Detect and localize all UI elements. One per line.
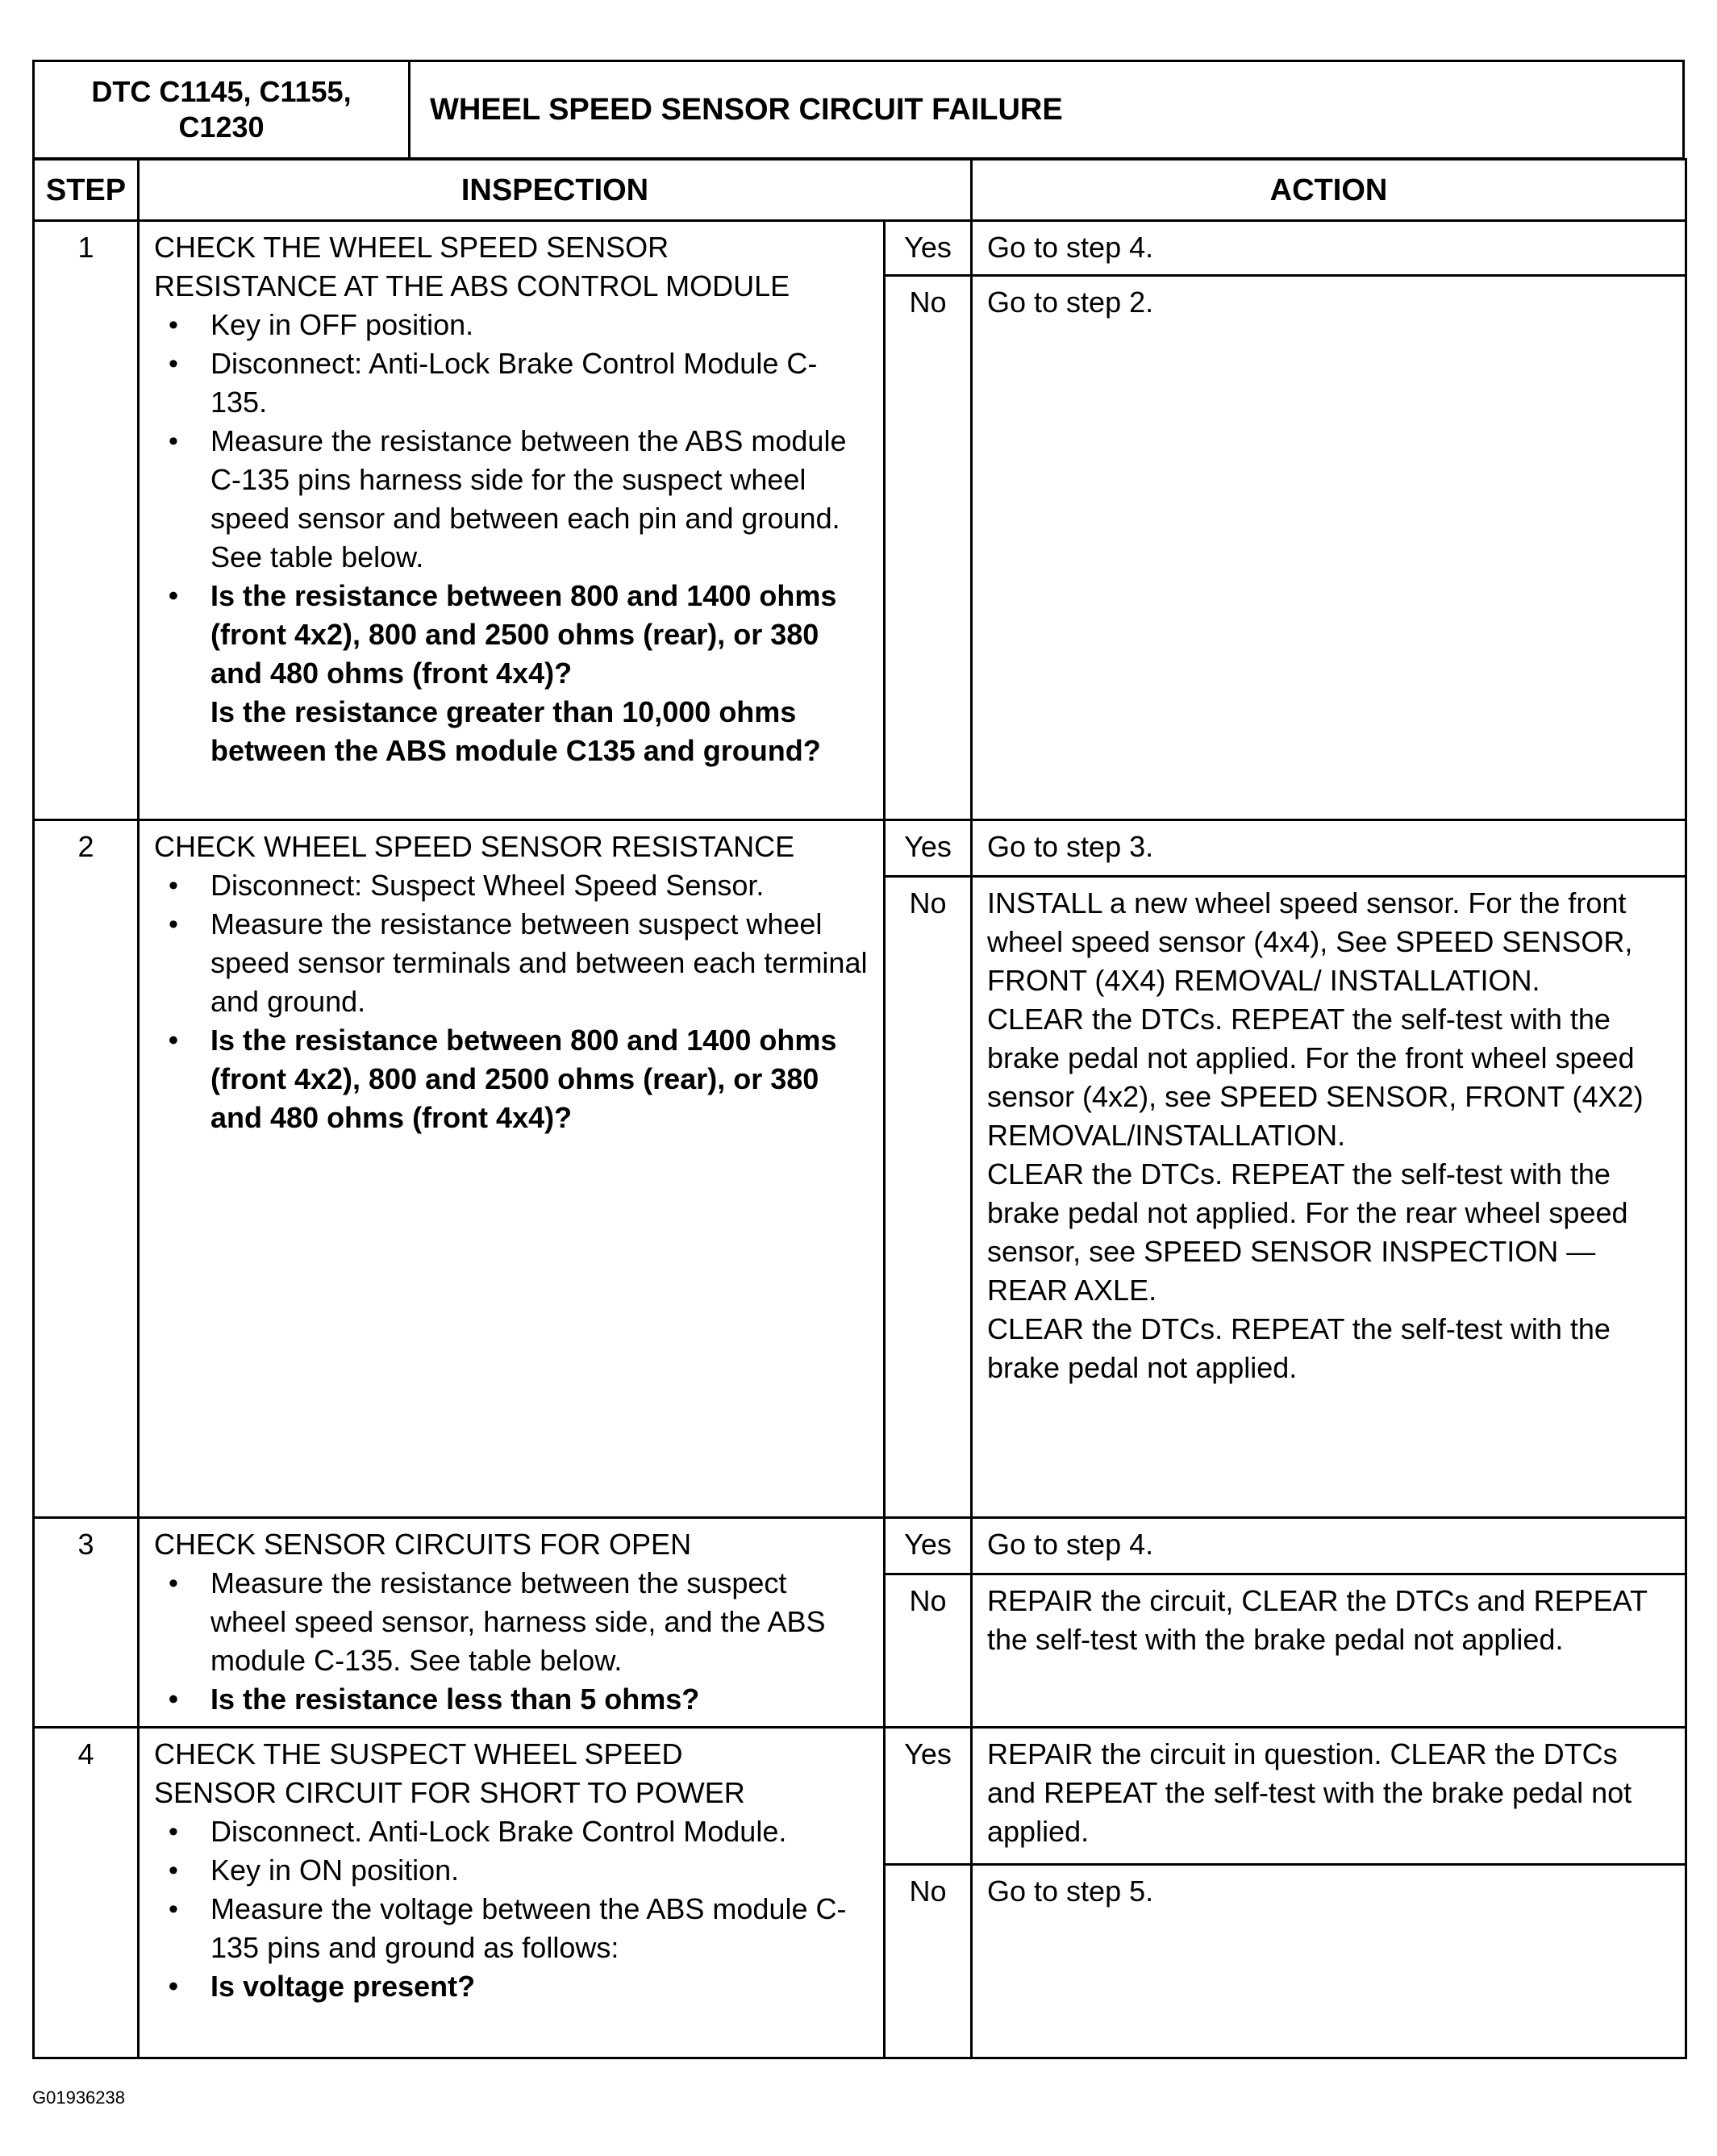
step-number: 3 (34, 1518, 139, 1728)
step-bullet: • Measure the resistance between the ABS module C-135 pins harness side for the suspect wheel speed sensor and between each pin and ground. See table below. (210, 422, 869, 577)
yes-action: Go to step 3. (972, 820, 1686, 877)
column-header-action: ACTION (972, 160, 1686, 221)
step-question-2: Is the resistance greater than 10,000 ohms between the ABS module C135 and ground? (210, 695, 821, 767)
step-bullet: • Disconnect: Suspect Wheel Speed Sensor. (210, 866, 869, 905)
no-action-paragraph: INSTALL a new wheel speed sensor. For the front wheel speed sensor (4x4), See SPEED SENSOR, FRONT (4X4) REMOVAL/ INSTALLATION. (987, 886, 1633, 997)
step-bullet: • Disconnect. Anti-Lock Brake Control Module. (210, 1812, 869, 1851)
no-action: REPAIR the circuit, CLEAR the DTCs and REPEAT the self-test with the brake pedal not applied. (972, 1574, 1686, 1728)
step-heading-line2: SENSOR CIRCUIT FOR SHORT TO POWER (154, 1776, 745, 1809)
no-action: Go to step 2. (972, 276, 1686, 820)
step-bullet: • Key in ON position. (210, 1851, 869, 1890)
step-bullets (154, 306, 869, 770)
step-number: 4 (34, 1728, 139, 2058)
yes-label: Yes (885, 1518, 972, 1574)
step-heading: CHECK WHEEL SPEED SENSOR RESISTANCE (154, 830, 795, 863)
yes-label: Yes (885, 1728, 972, 1865)
no-action-paragraph: CLEAR the DTCs. REPEAT the self-test with the brake pedal not applied. For the front wheel speed sensor (4x2), see SPEED SENSOR, FRONT (4X2) REMOVAL/INSTALLATION. (987, 1003, 1644, 1152)
step-number: 1 (34, 221, 139, 820)
table-row (34, 820, 1686, 877)
step-bullet: • Measure the resistance between suspect wheel speed sensor terminals and between each terminal and ground. (210, 905, 869, 1021)
table-row (34, 1518, 1686, 1574)
step-bullet: • Key in OFF position. (210, 306, 869, 344)
yes-action: REPAIR the circuit in question. CLEAR the DTCs and REPEAT the self-test with the brake pedal not applied. (972, 1728, 1686, 1865)
no-action (972, 877, 1686, 1518)
dtc-codes-line2: C1230 (178, 111, 265, 144)
yes-label: Yes (885, 221, 972, 276)
step-heading: CHECK SENSOR CIRCUITS FOR OPEN (154, 1528, 692, 1561)
no-label: No (885, 1865, 972, 2058)
step-inspection (139, 1728, 885, 2058)
step-question: • Is the resistance between 800 and 1400 ohms (front 4x2), 800 and 2500 ohms (rear), or 380 and 480 ohms (front 4x4)? (210, 1021, 869, 1137)
no-label: No (885, 276, 972, 820)
column-header-inspection: INSPECTION (139, 160, 972, 221)
no-label: No (885, 877, 972, 1518)
step-question: • Is the resistance between 800 and 1400 ohms (front 4x2), 800 and 2500 ohms (rear), or 380 and 480 ohms (front 4x4)? (210, 577, 869, 693)
yes-label: Yes (885, 820, 972, 877)
step-bullet: • Measure the resistance between the suspect wheel speed sensor, harness side, and the ABS module C-135. See table below. (210, 1564, 869, 1680)
diagnostic-steps-table (32, 158, 1687, 2059)
no-action: Go to step 5. (972, 1865, 1686, 2058)
step-inspection (139, 820, 885, 1518)
step-bullets (154, 1564, 869, 1719)
column-header-step: STEP (34, 160, 139, 221)
step-bullets (154, 1812, 869, 2006)
table-header-row (34, 160, 1686, 221)
step-heading-line1: CHECK THE WHEEL SPEED SENSOR (154, 231, 669, 264)
step-heading (154, 1735, 869, 1812)
dtc-title: WHEEL SPEED SENSOR CIRCUIT FAILURE (430, 92, 1063, 127)
dtc-codes-line1: DTC C1145, C1155, (91, 75, 352, 108)
step-heading-line2: RESISTANCE AT THE ABS CONTROL MODULE (154, 269, 790, 302)
yes-action: Go to step 4. (972, 1518, 1686, 1574)
step-heading (154, 228, 869, 306)
step-question: • Is voltage present? (210, 1967, 869, 2006)
step-number: 2 (34, 820, 139, 1518)
step-bullet: • Measure the voltage between the ABS module C-135 pins and ground as follows: (210, 1890, 869, 1967)
table-row (34, 221, 1686, 276)
no-action-paragraph: CLEAR the DTCs. REPEAT the self-test with the brake pedal not applied. (987, 1312, 1611, 1384)
yes-action: Go to step 4. (972, 221, 1686, 276)
dtc-header (32, 60, 1685, 160)
step-heading-line1: CHECK THE SUSPECT WHEEL SPEED (154, 1737, 683, 1770)
no-label: No (885, 1574, 972, 1728)
step-bullet: • Disconnect: Anti-Lock Brake Control Module C-135. (210, 344, 869, 422)
step-question: • Is the resistance less than 5 ohms? (210, 1680, 869, 1719)
dtc-codes (35, 62, 410, 157)
step-bullets (154, 866, 869, 1137)
no-action-paragraph: CLEAR the DTCs. REPEAT the self-test with the brake pedal not applied. For the rear wheel speed sensor, see SPEED SENSOR INSPECTION — REAR AXLE. (987, 1157, 1628, 1307)
step-inspection (139, 1518, 885, 1728)
table-row (34, 1728, 1686, 1865)
figure-id: G01936238 (32, 2087, 125, 2108)
step-inspection (139, 221, 885, 820)
